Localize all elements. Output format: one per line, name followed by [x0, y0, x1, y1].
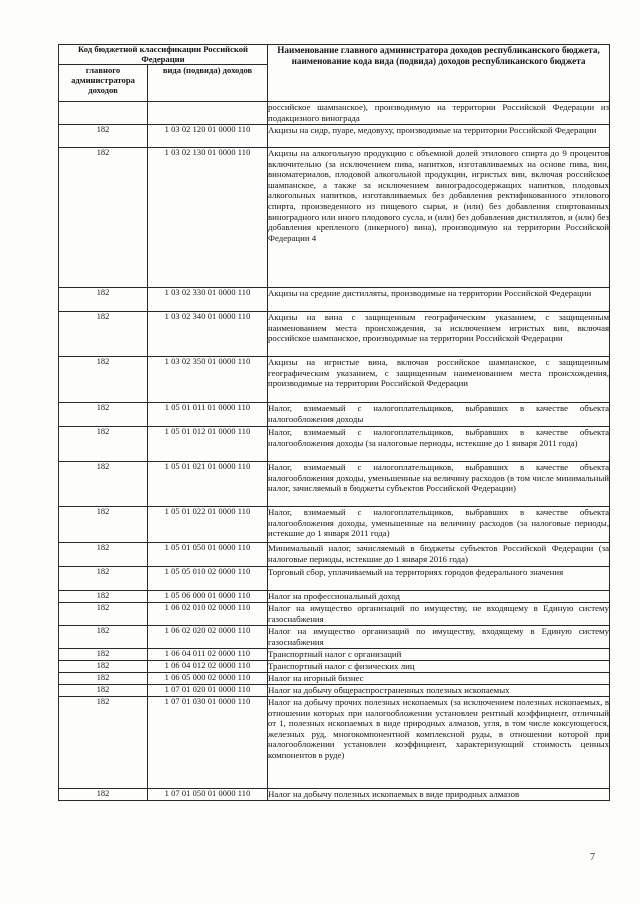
revenue-name-cell: Налог, взимаемый с налогоплательщиков, выбравших в качестве объекта налогообложения доходы — [268, 403, 610, 427]
revenue-code-cell: 1 05 05 010 02 0000 110 — [148, 567, 268, 591]
table-row — [59, 543, 610, 567]
revenue-code-cell: 1 07 01 050 01 0000 110 — [148, 789, 268, 801]
revenue-classification-table — [58, 44, 610, 801]
table-row — [59, 673, 610, 685]
revenue-name-cell: Минимальный налог, зачисляемый в бюджеты субъектов Российской Федерации (за налоговые периоды, истекшие до 1 января 2016 года) — [268, 543, 610, 567]
revenue-code-cell: 1 06 04 011 02 0000 110 — [148, 649, 268, 661]
admin-code-cell: 182 — [59, 312, 148, 357]
revenue-name-cell: российское шампанское), производимую на территории Российской Федерации из подакцизного винограда — [268, 102, 610, 123]
admin-code-cell: 182 — [59, 507, 148, 543]
revenue-name-cell: Налог на профессиональный доход — [268, 591, 610, 603]
table-header-row — [59, 45, 610, 65]
admin-code-cell: 182 — [59, 462, 148, 507]
revenue-code-cell: 1 03 02 130 01 0000 110 — [148, 148, 268, 288]
admin-code-cell: 182 — [59, 685, 148, 697]
revenue-name-cell: Налог на добычу полезных ископаемых в виде природных алмазов — [268, 789, 610, 801]
table-row — [59, 102, 610, 125]
revenue-code-cell — [148, 102, 268, 125]
revenue-name-cell: Налог на добычу общераспространенных полезных ископаемых — [268, 685, 610, 697]
revenue-code-cell: 1 03 02 350 01 0000 110 — [148, 357, 268, 403]
revenue-code-cell: 1 05 01 012 01 0000 110 — [148, 427, 268, 462]
admin-code-cell: 182 — [59, 591, 148, 603]
admin-code-cell: 182 — [59, 697, 148, 789]
revenue-code-cell: 1 03 02 340 01 0000 110 — [148, 312, 268, 357]
admin-code-cell: 182 — [59, 288, 148, 312]
table-row — [59, 462, 610, 507]
admin-code-cell: 182 — [59, 603, 148, 626]
table-row — [59, 603, 610, 626]
revenue-name-cell: Акцизы на сидр, пуаре, медовуху, производимые на территории Российской Федерации — [268, 125, 610, 148]
admin-code-cell: 182 — [59, 357, 148, 403]
revenue-code-cell: 1 05 01 050 01 0000 110 — [148, 543, 268, 567]
admin-code-cell: 182 — [59, 661, 148, 673]
revenue-code-cell: 1 05 01 022 01 0000 110 — [148, 507, 268, 543]
table-row — [59, 567, 610, 591]
revenue-name-cell: Налог, взимаемый с налогоплательщиков, выбравших в качестве объекта налогообложения доходы, уменьшенные на величину расходов (за налоговые периоды, истекшие до 1 января 2011 года) — [268, 507, 610, 543]
revenue-code-cell: 1 06 02 020 02 0000 110 — [148, 626, 268, 649]
revenue-name-cell: Торговый сбор, уплачиваемый на территориях городов федерального значения — [268, 567, 610, 591]
budget-classification-code-header: Код бюджетной классификации Российской Федерации — [59, 45, 268, 65]
revenue-name-cell: Транспортный налог с организаций — [268, 649, 610, 661]
revenue-type-header: вида (подвида) доходов — [148, 65, 268, 102]
revenue-name-cell: Налог на имущество организаций по имуществу, не входящему в Единую систему газоснабжения — [268, 603, 610, 624]
table-row — [59, 125, 610, 148]
revenue-name-cell: Акцизы на алкогольную продукцию с объемной долей этилового спирта до 9 процентов включительно (за исключением пива, напитков, изготавливаемых на основе пива, вин, виноматериалов, плодовой алкогольной продукции, игристых вин, включая российское шампанское, а также за исключением виноградосодержащих напитков, плодовых алкогольных напитков, изготавливаемых без добавления ректификованного этилового спирта, произведенного из пищевого сырья, и (или) без добавления спиртованных виноградного или иного плодового сусла, и (или) без добавления дистиллятов, и (или) без добавления крепленого (ликерного) вина), производимую на территории Российской Федерации 4 — [268, 148, 610, 288]
admin-code-cell — [59, 102, 148, 125]
admin-code-cell: 182 — [59, 626, 148, 649]
admin-code-cell: 182 — [59, 148, 148, 288]
revenue-code-cell: 1 05 01 011 01 0000 110 — [148, 403, 268, 427]
table-row — [59, 685, 610, 697]
revenue-name-cell: Акцизы на игристые вина, включая российское шампанское, с защищенным географическим указанием, с защищенным наименованием места происхождения, производимые на территории Российской Федерации — [268, 357, 610, 403]
revenue-name-cell: Транспортный налог с физических лиц — [268, 661, 610, 673]
revenue-name-cell: Акцизы на вина с защищенным географическим указанием, с защищенным наименованием места происхождения, за исключением игристых вин, включая российское шампанское, производимые на территории Российской Федерации — [268, 312, 610, 357]
table-row — [59, 626, 610, 649]
revenue-name-cell: Налог на добычу прочих полезных ископаемых (за исключением полезных ископаемых, в отношении которых при налогообложении установлен рентный коэффициент, отличный от 1, полезных ископаемых в виде природных алмазов, угля, в том числе коксующегося, железных руд, многокомпонентной комплексной руды, в отношении которой при налогообложении установлен коэффициент, характеризующий стоимость ценных компонентов в руде) — [268, 697, 610, 789]
chief-administrator-header: главного администратора доходов — [59, 65, 148, 102]
table-row — [59, 507, 610, 543]
admin-code-cell: 182 — [59, 789, 148, 801]
table-row — [59, 697, 610, 789]
revenue-name-cell: Акцизы на средние дистилляты, производимые на территории Российской Федерации — [268, 288, 610, 312]
revenue-code-cell: 1 06 02 010 02 0000 110 — [148, 603, 268, 626]
revenue-code-cell: 1 05 06 000 01 0000 110 — [148, 591, 268, 603]
admin-code-cell: 182 — [59, 403, 148, 427]
revenue-name-cell: Налог на игорный бизнес — [268, 673, 610, 685]
admin-code-cell: 182 — [59, 567, 148, 591]
admin-code-cell: 182 — [59, 543, 148, 567]
table-row — [59, 357, 610, 403]
table-row — [59, 148, 610, 288]
revenue-code-cell: 1 06 05 000 02 0000 110 — [148, 673, 268, 685]
table-row — [59, 661, 610, 673]
revenue-name-cell: Налог, взимаемый с налогоплательщиков, выбравших в качестве объекта налогообложения доходы (за налоговые периоды, истекшие до 1 января 2011 года) — [268, 427, 610, 462]
admin-code-cell: 182 — [59, 125, 148, 148]
revenue-code-cell: 1 06 04 012 02 0000 110 — [148, 661, 268, 673]
admin-code-cell: 182 — [59, 649, 148, 661]
table-row — [59, 288, 610, 312]
revenue-code-cell: 1 03 02 120 01 0000 110 — [148, 125, 268, 148]
table-row — [59, 427, 610, 462]
table-row — [59, 403, 610, 427]
table-row — [59, 591, 610, 603]
administrator-name-header: Наименование главного администратора доходов республиканского бюджета, наименование кода вида (подвида) доходов республиканского бюджета — [268, 45, 610, 102]
revenue-code-cell: 1 05 01 021 01 0000 110 — [148, 462, 268, 507]
revenue-code-cell: 1 07 01 030 01 0000 110 — [148, 697, 268, 789]
revenue-code-cell: 1 03 02 330 01 0000 110 — [148, 288, 268, 312]
page-number: 7 — [590, 852, 595, 863]
revenue-code-cell: 1 07 01 020 01 0000 110 — [148, 685, 268, 697]
revenue-name-cell: Налог на имущество организаций по имуществу, входящему в Единую систему газоснабжения — [268, 626, 610, 647]
table-row — [59, 789, 610, 801]
admin-code-cell: 182 — [59, 673, 148, 685]
table-row — [59, 312, 610, 357]
admin-code-cell: 182 — [59, 427, 148, 462]
table-row — [59, 649, 610, 661]
revenue-name-cell: Налог, взимаемый с налогоплательщиков, выбравших в качестве объекта налогообложения доходы, уменьшенные на величину расходов (в том числе минимальный налог, зачисляемый в бюджеты субъектов Российской Федерации) — [268, 462, 610, 507]
